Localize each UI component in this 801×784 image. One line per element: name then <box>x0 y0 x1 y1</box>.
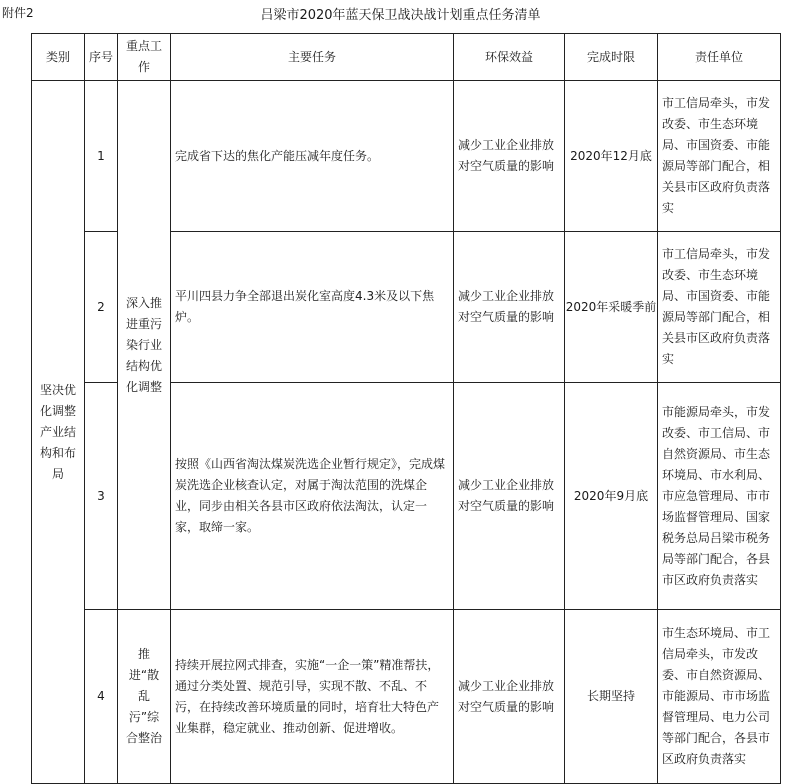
header-responsible: 责任单位 <box>658 34 781 81</box>
seq-cell: 2 <box>85 232 118 383</box>
task-cell: 平川四县力争全部退出炭化室高度4.3米及以下焦炉。 <box>171 232 454 383</box>
benefit-cell: 减少工业企业排放对空气质量的影响 <box>454 232 565 383</box>
task-cell: 按照《山西省淘汰煤炭洗选企业暂行规定》，完成煤炭洗选企业核查认定，对属于淘汰范围的洗煤企业，同步由相关各县市区政府依法淘汰，认定一家，取缔一家。 <box>171 383 454 610</box>
header-category: 类别 <box>32 34 85 81</box>
header-focus: 重点工作 <box>118 34 171 81</box>
focus-cell: 深入推进重污染行业结构优化调整 <box>118 81 171 610</box>
focus-cell: 推进“散乱污”综合整治 <box>118 610 171 784</box>
seq-cell: 3 <box>85 383 118 610</box>
benefit-cell: 减少工业企业排放对空气质量的影响 <box>454 610 565 784</box>
seq-cell: 1 <box>85 81 118 232</box>
responsible-cell: 市生态环境局、市工信局牵头，市发改委、市自然资源局、市能源局、市市场监督管理局、电力公司等部门配合，各县市区政府负责落实 <box>658 610 781 784</box>
deadline-cell: 长期坚持 <box>565 610 658 784</box>
benefit-cell: 减少工业企业排放对空气质量的影响 <box>454 383 565 610</box>
responsible-cell: 市工信局牵头，市发改委、市生态环境局、市国资委、市能源局等部门配合，相关县市区政府负责落实 <box>658 232 781 383</box>
header-deadline: 完成时限 <box>565 34 658 81</box>
table-header-row <box>32 34 781 81</box>
task-cell: 持续开展拉网式排查，实施“一企一策”精准帮扶，通过分类处置、规范引导，实现不散、不乱、不污，在持续改善环境质量的同时，培育壮大特色产业集群，稳定就业、推动创新、促进增收。 <box>171 610 454 784</box>
page-title: 吕梁市2020年蓝天保卫战决战计划重点任务清单 <box>260 8 541 23</box>
header-benefit: 环保效益 <box>454 34 565 81</box>
task-cell: 完成省下达的焦化产能压减年度任务。 <box>171 81 454 232</box>
header-task: 主要任务 <box>171 34 454 81</box>
seq-cell: 4 <box>85 610 118 784</box>
deadline-cell: 2020年9月底 <box>565 383 658 610</box>
deadline-cell: 2020年采暖季前 <box>565 232 658 383</box>
header-seq: 序号 <box>85 34 118 81</box>
responsible-cell: 市工信局牵头，市发改委、市生态环境局、市国资委、市能源局等部门配合，相关县市区政府负责落实 <box>658 81 781 232</box>
table-row <box>32 610 781 784</box>
benefit-cell: 减少工业企业排放对空气质量的影响 <box>454 81 565 232</box>
attachment-label: 附件2 <box>2 6 34 20</box>
deadline-cell: 2020年12月底 <box>565 81 658 232</box>
responsible-cell: 市能源局牵头，市发改委、市工信局、市自然资源局、市生态环境局、市水利局、市应急管理局、市市场监督管理局、国家税务总局吕梁市税务局等部门配合，各县市区政府负责落实 <box>658 383 781 610</box>
category-cell: 坚决优化调整产业结构和布局 <box>32 81 85 784</box>
task-table <box>31 33 781 784</box>
table-row <box>32 81 781 232</box>
